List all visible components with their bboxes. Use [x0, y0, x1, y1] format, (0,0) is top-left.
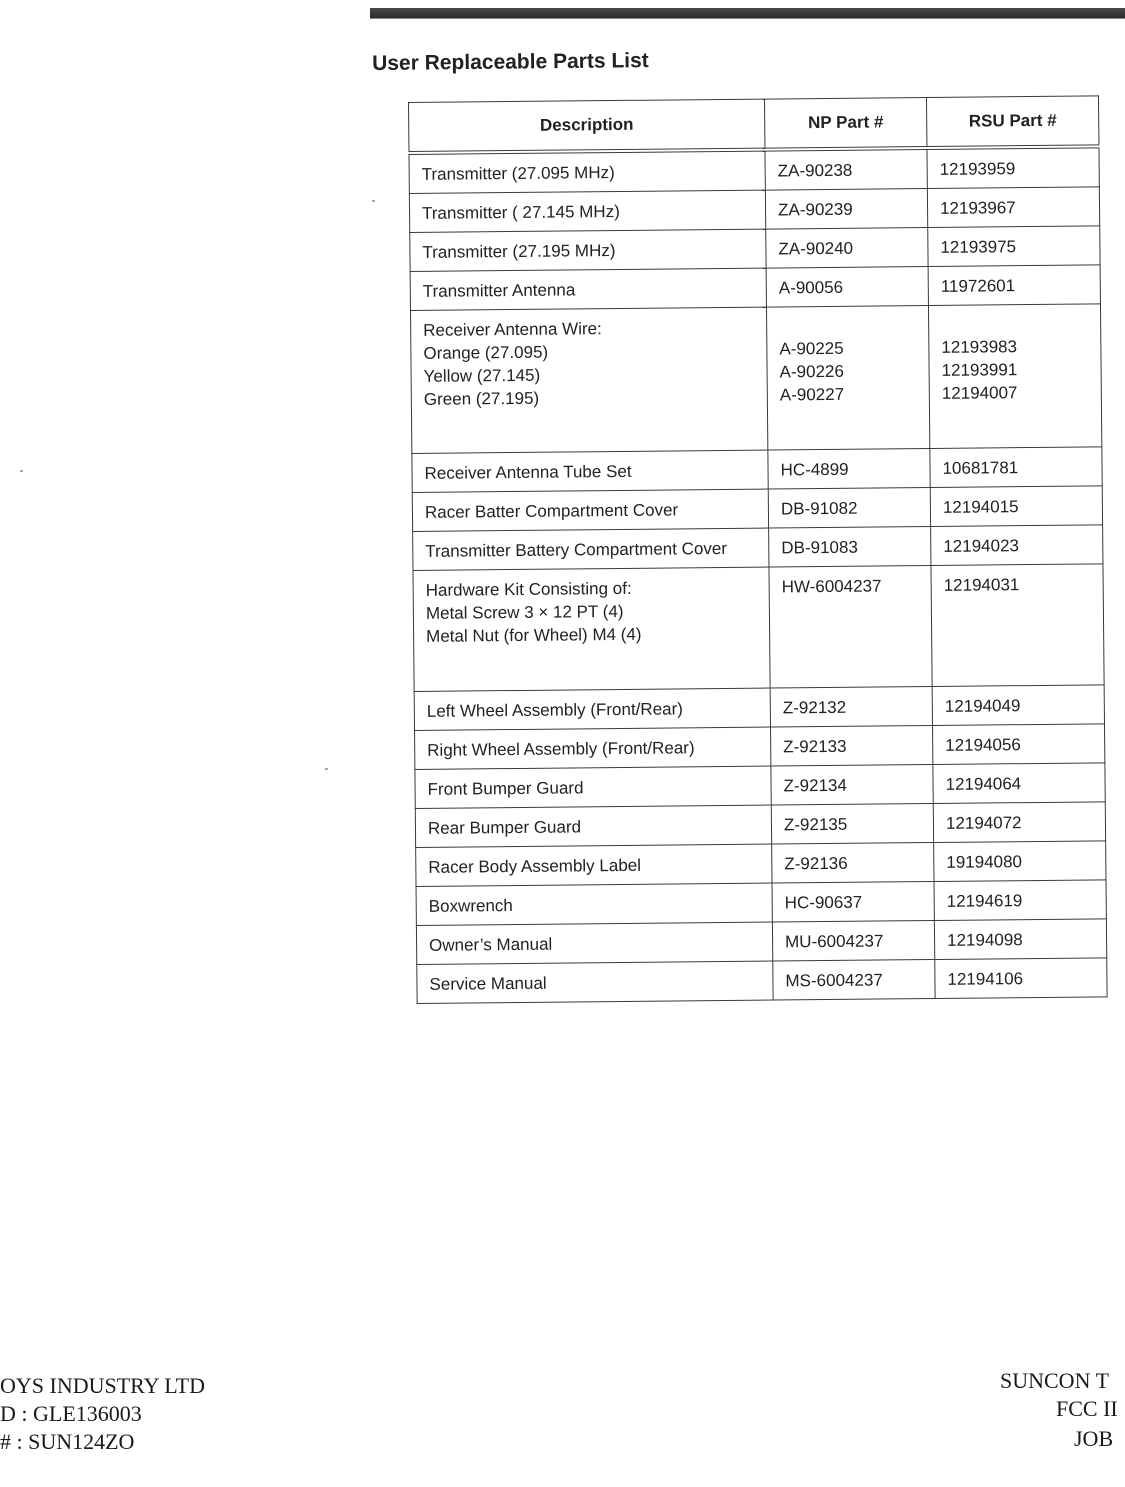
- cell-rsu-part-line: 12194072: [945, 812, 1022, 833]
- cell-description-line: Rear Bumper Guard: [427, 816, 582, 838]
- cell-np-part-line: HW-6004237: [781, 576, 882, 597]
- cell-description-line: Transmitter Antenna: [422, 279, 576, 301]
- cell-np-part-line: Z-92136: [784, 853, 848, 873]
- cell-rsu-part: [932, 685, 1104, 726]
- cell-description: [416, 922, 772, 964]
- cell-np-part: [769, 566, 932, 689]
- cell-description: [410, 268, 766, 310]
- table-row: [416, 880, 1106, 926]
- table-row: [409, 187, 1099, 233]
- cell-description-line: Left Wheel Assembly (Front/Rear): [426, 698, 683, 721]
- table-row: [414, 685, 1104, 731]
- cell-description-line: Receiver Antenna Tube Set: [424, 461, 632, 483]
- table-row: [411, 304, 1102, 454]
- cell-np-part-line: HC-90637: [784, 892, 863, 912]
- cell-rsu-part-line: 12193959: [939, 158, 1016, 179]
- cell-description-line: Transmitter Battery Compartment Cover: [425, 538, 728, 561]
- table-row: [416, 841, 1106, 887]
- cell-description-line: Service Manual: [429, 973, 547, 994]
- column-header-description: Description: [409, 99, 765, 153]
- cell-description-line: Transmitter ( 27.145 MHz): [421, 201, 620, 223]
- cell-rsu-part-line: 10681781: [942, 457, 1019, 478]
- table-row: [412, 486, 1102, 532]
- cell-rsu-part: [928, 304, 1101, 449]
- cell-description-line: Hardware Kit Consisting of:: [425, 578, 632, 600]
- footer-left-block: [0, 1372, 320, 1456]
- cell-description-line: Boxwrench: [428, 895, 513, 916]
- cell-description: [413, 567, 770, 691]
- cell-description: [415, 766, 771, 808]
- scan-speck: [325, 768, 328, 770]
- cell-description-line: Front Bumper Guard: [427, 777, 584, 799]
- footer-right-company: SUNCON T: [1000, 1368, 1110, 1393]
- cell-rsu-part-line: 12193967: [939, 197, 1016, 218]
- cell-rsu-part-line: 12194049: [944, 695, 1021, 716]
- cell-description: [409, 190, 765, 232]
- cell-np-part-line: DB-91083: [781, 537, 858, 557]
- cell-description: [411, 307, 768, 453]
- cell-rsu-part: [928, 226, 1100, 267]
- footer-left-company: OYS INDUSTRY LTD: [0, 1373, 205, 1398]
- footer-right-block: [960, 1366, 1125, 1466]
- cell-rsu-part-line: 12194015: [942, 496, 1019, 517]
- cell-description-line: Racer Batter Compartment Cover: [424, 499, 679, 522]
- cell-np-part-line: ZA-90238: [777, 160, 853, 180]
- cell-np-part: [772, 842, 934, 883]
- cell-rsu-part: [934, 919, 1106, 960]
- parts-table-body: [409, 146, 1107, 1003]
- cell-rsu-part: [927, 187, 1099, 228]
- cell-description-line: Metal Nut (for Wheel) M4 (4): [426, 624, 642, 646]
- cell-description-line: Transmitter (27.195 MHz): [422, 240, 616, 262]
- scan-speck: [372, 200, 375, 202]
- cell-np-part-line: ZA-90240: [778, 238, 854, 258]
- footer-left-id: D : GLE136003: [0, 1401, 142, 1426]
- footer-left-number: # : SUN124ZO: [0, 1429, 135, 1454]
- cell-description-line: Metal Screw 3 × 12 PT (4): [425, 601, 624, 623]
- scan-speck: [20, 470, 23, 472]
- cell-rsu-part: [934, 880, 1106, 921]
- cell-rsu-part-line: 11972601: [940, 275, 1016, 296]
- cell-np-part-line: Z-92135: [783, 814, 848, 834]
- table-row: [415, 802, 1105, 848]
- cell-description-line: Right Wheel Assembly (Front/Rear): [427, 737, 695, 760]
- cell-description: [415, 805, 771, 847]
- cell-np-part: [771, 803, 933, 844]
- cell-np-part: [772, 881, 934, 922]
- cell-np-part: [766, 228, 928, 269]
- cell-np-part-line: A-90227: [779, 384, 845, 405]
- cell-np-part: [769, 527, 931, 568]
- table-row: [413, 525, 1103, 571]
- cell-rsu-part: [928, 265, 1100, 306]
- cell-rsu-part-line: 12194031: [943, 575, 1020, 595]
- table-row: [415, 724, 1105, 770]
- cell-description: [417, 961, 773, 1003]
- cell-rsu-part: [933, 802, 1105, 843]
- cell-description-line: Green (27.195): [423, 388, 540, 409]
- cell-description-line: Yellow (27.145): [423, 365, 541, 386]
- table-row: [410, 226, 1100, 272]
- cell-description-line: Transmitter (27.095 MHz): [421, 162, 615, 184]
- footer-right-job: JOB: [1074, 1426, 1114, 1451]
- footer-right-fcc: FCC II: [1056, 1396, 1118, 1421]
- cell-rsu-part-line: 12193991: [941, 360, 1018, 380]
- cell-np-part: [770, 686, 932, 727]
- cell-np-part: [768, 488, 930, 529]
- cell-rsu-part: [930, 447, 1102, 488]
- cell-np-part-line: Z-92133: [783, 736, 847, 756]
- cell-description-line: Owner’s Manual: [429, 934, 553, 955]
- cell-rsu-part-line: 12194007: [941, 383, 1018, 403]
- cell-np-part-line: ZA-90239: [777, 199, 853, 219]
- cell-np-part: [765, 189, 927, 230]
- cell-description: [416, 883, 772, 925]
- cell-rsu-part-line: 12194023: [943, 535, 1020, 556]
- table-header-row: [409, 96, 1099, 153]
- parts-table: [408, 95, 1108, 1004]
- cell-np-part: [768, 449, 930, 490]
- page-title: User Replaceable Parts List: [372, 49, 649, 75]
- column-header-rsu-part: RSU Part #: [926, 96, 1098, 148]
- cell-np-part: [766, 306, 929, 451]
- cell-np-part: [766, 267, 928, 308]
- cell-np-part-line: MS-6004237: [785, 969, 883, 990]
- table-row: [413, 564, 1104, 692]
- cell-rsu-part: [930, 486, 1102, 527]
- table-row: [410, 265, 1100, 311]
- cell-rsu-part-line: 19194080: [946, 851, 1023, 872]
- cell-rsu-part: [935, 958, 1107, 999]
- cell-rsu-part-line: 12193983: [941, 337, 1018, 357]
- cell-description: [416, 844, 772, 886]
- cell-rsu-part-line: 12193975: [940, 236, 1017, 257]
- table-row: [409, 146, 1099, 193]
- cell-description: [410, 229, 766, 271]
- cell-description-line: Racer Body Assembly Label: [428, 855, 642, 877]
- top-rule: [370, 8, 1125, 19]
- cell-description: [413, 528, 769, 570]
- cell-rsu-part: [931, 525, 1103, 566]
- table-row: [415, 763, 1105, 809]
- table-row: [412, 447, 1102, 493]
- cell-description: [414, 688, 770, 730]
- cell-rsu-part-line: 12194064: [945, 773, 1022, 794]
- cell-rsu-part-line: 12194098: [946, 929, 1023, 950]
- cell-rsu-part-line: 12194106: [947, 968, 1024, 989]
- cell-description-line: Receiver Antenna Wire:: [423, 319, 602, 340]
- cell-np-part: [771, 764, 933, 805]
- cell-description: [412, 450, 768, 492]
- cell-np-part: [773, 959, 935, 1000]
- cell-rsu-part-line: 12194056: [945, 734, 1021, 755]
- cell-np-part: [771, 725, 933, 766]
- cell-np-part-line: A-90056: [778, 277, 844, 297]
- cell-rsu-part: [933, 763, 1105, 804]
- cell-np-part-line: A-90225: [779, 338, 844, 359]
- cell-rsu-part: [933, 724, 1105, 765]
- cell-rsu-part-line: 12194619: [946, 890, 1023, 911]
- parts-table-wrapper: [408, 95, 1107, 1004]
- cell-description: [409, 150, 765, 194]
- table-row: [416, 919, 1106, 965]
- cell-np-part-line: HC-4899: [780, 459, 849, 479]
- cell-description: [412, 489, 768, 531]
- cell-np-part-line: A-90226: [779, 361, 844, 382]
- cell-np-part: [765, 148, 927, 190]
- cell-rsu-part: [931, 564, 1104, 687]
- cell-rsu-part: [927, 146, 1099, 188]
- cell-rsu-part: [934, 841, 1106, 882]
- table-row: [417, 958, 1107, 1004]
- cell-description-line: Orange (27.095): [423, 342, 549, 363]
- cell-description: [415, 727, 771, 769]
- cell-np-part: [772, 920, 934, 961]
- column-header-np-part: NP Part #: [764, 98, 926, 150]
- cell-np-part-line: MU-6004237: [784, 930, 884, 951]
- cell-np-part-line: DB-91082: [780, 498, 858, 518]
- cell-np-part-line: Z-92132: [782, 697, 847, 717]
- cell-np-part-line: Z-92134: [783, 775, 847, 795]
